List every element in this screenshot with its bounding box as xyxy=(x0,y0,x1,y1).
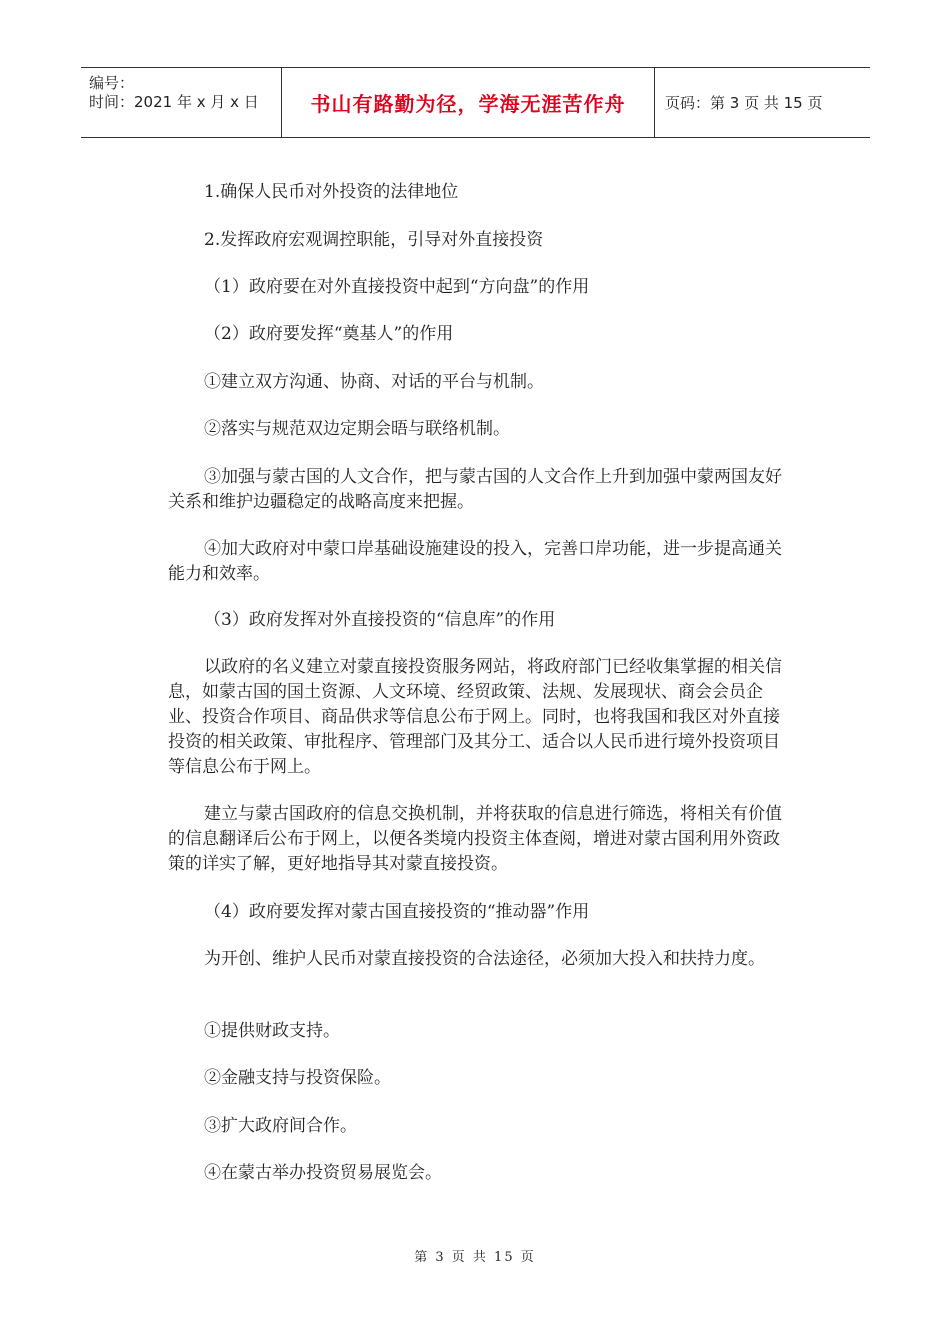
paragraph: ③加强与蒙古国的人文合作，把与蒙古国的人文合作上升到加强中蒙两国友好关系和维护边疆稳定的战略高度来把握。 xyxy=(168,467,782,512)
paragraph: 为开创、维护人民币对蒙直接投资的合法途径，必须加大投入和扶持力度。 xyxy=(204,949,765,969)
doc-number: 编号： xyxy=(89,74,135,92)
paragraph: 1.确保人民币对外投资的法律地位 xyxy=(204,182,459,202)
header-page-info xyxy=(655,68,870,137)
paragraph: ①建立双方沟通、协商、对话的平台与机制。 xyxy=(204,372,544,392)
paragraph: ③扩大政府间合作。 xyxy=(204,1116,357,1136)
doc-time: 时间：2021 年 x 月 x 日 xyxy=(89,93,259,111)
page-info: 页码：第 3 页 共 15 页 xyxy=(665,94,823,112)
paragraph: ①提供财政支持。 xyxy=(204,1021,340,1041)
paragraph: ②落实与规范双边定期会晤与联络机制。 xyxy=(204,419,510,439)
paragraph: ②金融支持与投资保险。 xyxy=(204,1068,391,1088)
paragraph: ④在蒙古举办投资贸易展览会。 xyxy=(204,1163,442,1183)
paragraph: （4）政府要发挥对蒙古国直接投资的“推动器”作用 xyxy=(204,902,590,922)
paragraph: （3）政府发挥对外直接投资的“信息库”的作用 xyxy=(204,610,556,630)
motto: 书山有路勤为径，学海无涯苦作舟 xyxy=(310,92,626,116)
paragraph: 2.发挥政府宏观调控职能，引导对外直接投资 xyxy=(204,230,544,250)
paragraph: ④加大政府对中蒙口岸基础设施建设的投入，完善口岸功能，进一步提高通关能力和效率。 xyxy=(168,539,782,584)
header-motto-cell xyxy=(282,68,655,137)
page-footer: 第 3 页 共 15 页 xyxy=(414,1250,536,1265)
paragraph: 以政府的名义建立对蒙直接投资服务网站，将政府部门已经收集掌握的相关信息，如蒙古国的国土资源、人文环境、经贸政策、法规、发展现状、商会会员企业、投资合作项目、商品供求等信息公布于网上。同时，也将我国和我区对外直接投资的相关政策、审批程序、管理部门及其分工、适合以人民币进行境外投资项目等信息公布于网上。 xyxy=(168,657,782,777)
paragraph: （1）政府要在对外直接投资中起到“方向盘”的作用 xyxy=(204,277,590,297)
paragraph: 建立与蒙古国政府的信息交换机制，并将获取的信息进行筛选，将相关有价值的信息翻译后公布于网上，以便各类境内投资主体查阅，增进对蒙古国利用外资政策的详实了解，更好地指导其对蒙直接投资。 xyxy=(168,804,782,874)
page-header xyxy=(81,67,870,138)
paragraph: （2）政府要发挥“奠基人”的作用 xyxy=(204,324,454,344)
header-meta xyxy=(81,68,282,137)
